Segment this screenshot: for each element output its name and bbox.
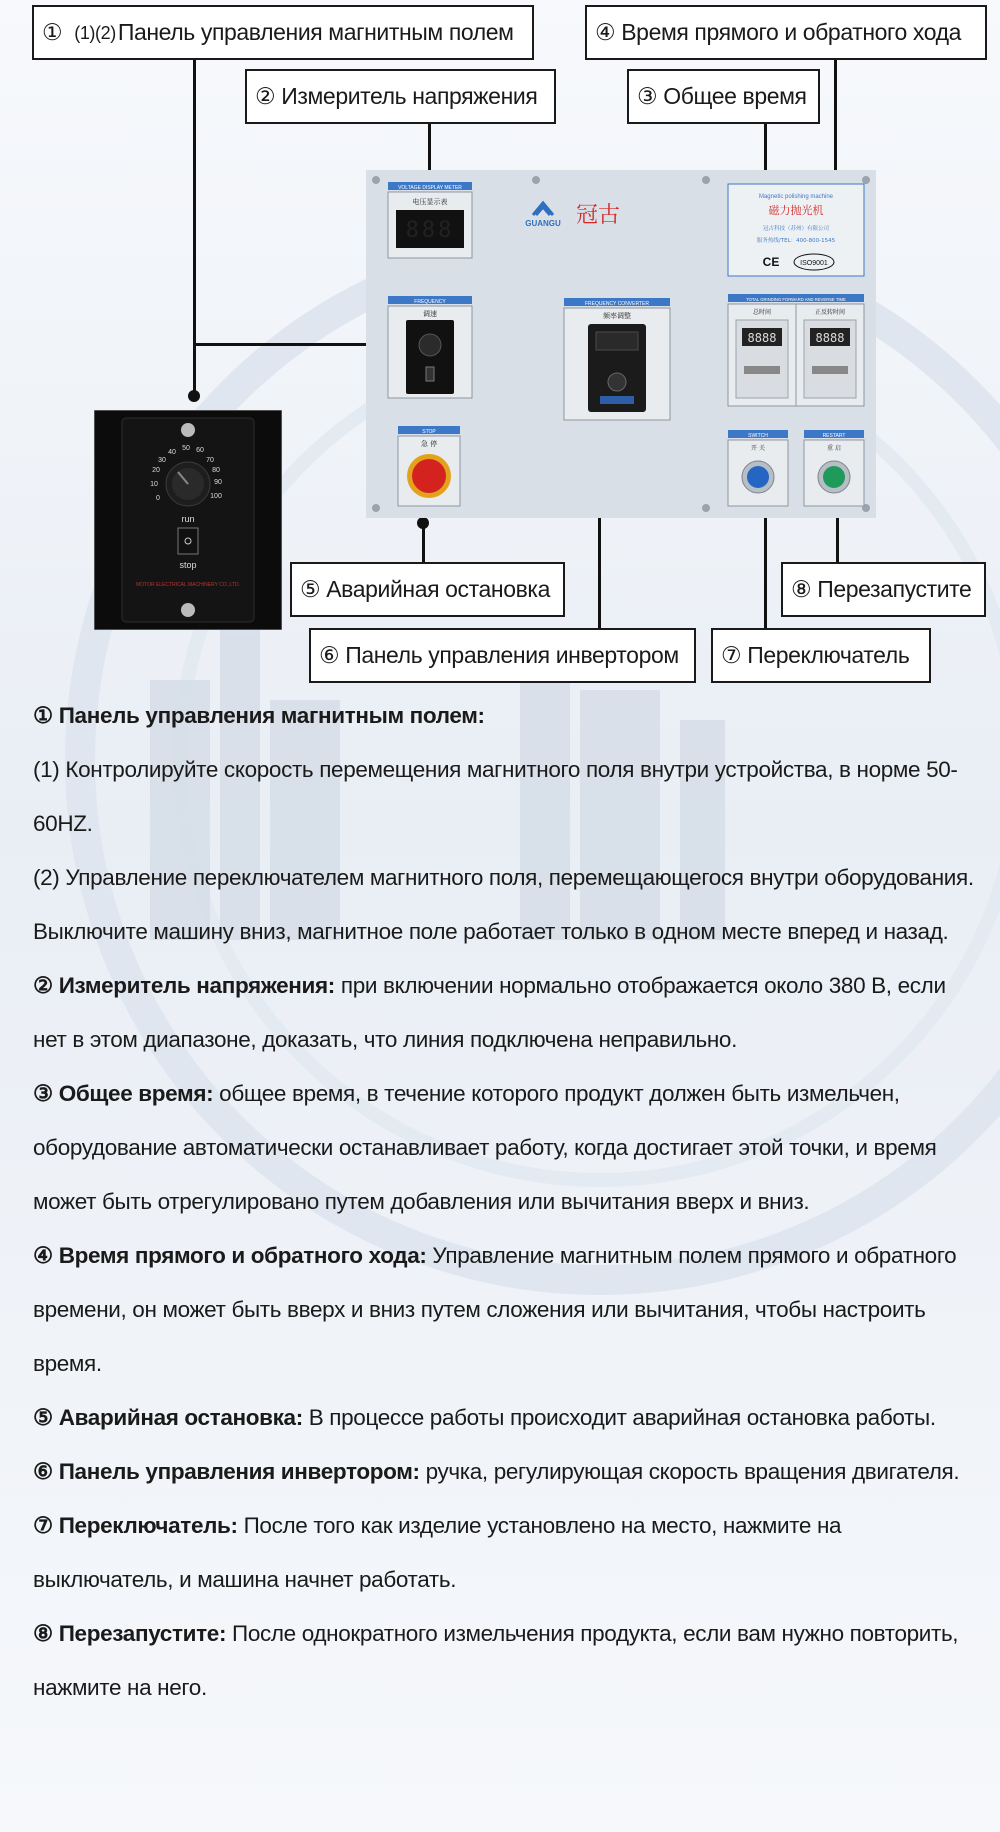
control-panel-photo: [366, 170, 876, 518]
callout-magnetic-panel: [32, 5, 534, 60]
desc-1-para-2: (2) Управление переключателем магнитного поля, перемещающегося внутри оборудования. Выключите машину вниз, магнитное поле работает только в одном месте вперед и назад.: [33, 865, 974, 944]
inverter-caption: 频率调整: [603, 312, 631, 320]
stop-header: STOP: [422, 429, 436, 435]
switch-header: SWITCH: [748, 433, 768, 439]
callout-8-num: ⑧: [791, 576, 812, 602]
callout-3-num: ③: [637, 83, 658, 109]
brand-cn: 冠古: [575, 203, 621, 228]
desc-3: ③ Общее время: общее время, в течение которого продукт должен быть измельчен, оборудование автоматически останавливает работу, когда достигает этой точки, и время может быть отрегулировано путем добавления или вычитания вверх и вниз.: [33, 1081, 937, 1214]
callout-6-num: ⑥: [319, 642, 340, 668]
ce-mark: CE: [762, 255, 780, 269]
switch-caption: 开 关: [751, 445, 765, 452]
callout-4-label: Время прямого и обратного хода: [621, 19, 962, 45]
callout-total-time: [627, 69, 820, 124]
callout-4-num: ④: [595, 19, 616, 45]
timer2-digits: 8888: [815, 331, 845, 345]
callout-1-sub: (1)(2): [74, 22, 116, 43]
scale-0: 0: [156, 495, 160, 502]
connector-line-5: [422, 523, 425, 564]
nameplate-company: 冠古科技（苏州）有限公司: [762, 226, 830, 232]
callout-restart: [781, 562, 986, 617]
brand-en: GUANGU: [525, 219, 561, 228]
callout-7-num: ⑦: [721, 642, 742, 668]
timer1-caption: 总时间: [752, 309, 772, 316]
nameplate-tel: 服务热线/TEL：400-800-1545: [756, 238, 836, 244]
scale-30: 30: [158, 457, 166, 464]
desc-1-para-1: (1) Контролируйте скорость перемещения магнитного поля внутри устройства, в норме 50-60HZ.: [33, 757, 958, 836]
stop-caption: 急 停: [420, 440, 438, 448]
callout-1-num: ①: [42, 19, 63, 45]
stop-label: stop: [179, 560, 197, 570]
timer1-digits: 8888: [747, 331, 777, 345]
desc-4: ④ Время прямого и обратного хода: Управление магнитным полем прямого и обратного времени, он может быть вверх и вниз путем сложения или вычитания, чтобы настроить время.: [33, 1243, 957, 1376]
callout-2-label: Измеритель напряжения: [281, 83, 538, 109]
timer2-caption: 正反转时间: [814, 309, 846, 316]
callout-1-label: Панель управления магнитным полем: [117, 19, 514, 45]
scale-10: 10: [150, 481, 158, 488]
frequency-caption: 调速: [423, 310, 437, 318]
desc-7: ⑦ Переключатель: После того как изделие установлено на место, нажмите на выключатель, и машина начнет работать.: [33, 1513, 842, 1592]
scale-40: 40: [168, 449, 176, 456]
scale-70: 70: [206, 457, 214, 464]
brand-label: MOTOR ELECTRICAL MACHINERY CO.,LTD.: [136, 582, 240, 588]
connector-dot-1b: [188, 390, 200, 402]
callout-voltage-meter: [245, 69, 556, 124]
callout-forward-reverse: [585, 5, 987, 60]
timer-header: TOTAL GRINDING FORWARD AND REVERSE TIME: [746, 297, 846, 302]
callout-3-label: Общее время: [663, 83, 807, 109]
callout-5-label: Аварийная остановка: [326, 576, 550, 602]
voltage-caption: 电压显示表: [412, 198, 448, 206]
callout-5-num: ⑤: [300, 576, 321, 602]
scale-90: 90: [214, 479, 222, 486]
connector-line-1h: [193, 343, 383, 346]
callout-inverter-panel: [309, 628, 696, 683]
scale-50: 50: [182, 445, 190, 452]
scale-20: 20: [152, 467, 160, 474]
run-label: run: [181, 514, 195, 524]
voltage-header: VOLTAGE DISPLAY METER: [398, 185, 462, 191]
desc-8: ⑧ Перезапустите: После однократного измельчения продукта, если вам нужно повторить, нажмите на него.: [33, 1621, 959, 1700]
desc-1-title: ① Панель управления магнитным полем:: [33, 703, 485, 728]
connector-line-7: [764, 506, 767, 630]
connector-dot-5: [417, 517, 429, 529]
nameplate-en: Magnetic polishing machine: [758, 194, 834, 200]
speed-knob-photo: [94, 410, 282, 630]
voltage-digits: 888: [405, 218, 455, 243]
scale-100: 100: [210, 493, 222, 500]
restart-header: RESTART: [822, 433, 846, 439]
desc-6: ⑥ Панель управления инвертором: ручка, регулирующая скорость вращения двигателя.: [33, 1459, 960, 1484]
desc-5: ⑤ Аварийная остановка: В процессе работы происходит аварийная остановка работы.: [33, 1405, 936, 1430]
scale-80: 80: [212, 467, 220, 474]
frequency-header: FREQUENCY: [414, 299, 446, 305]
callout-switch: [711, 628, 931, 683]
callout-2-num: ②: [255, 83, 276, 109]
restart-caption: 重 启: [827, 445, 841, 452]
iso-mark: ISO9001: [800, 260, 828, 267]
desc-2: ② Измеритель напряжения: при включении нормально отображается около 380 В, если нет в этом диапазоне, доказать, что линия подключена неправильно.: [33, 973, 946, 1052]
callout-8-label: Перезапустите: [817, 576, 972, 602]
callout-6-label: Панель управления инвертором: [345, 642, 679, 668]
callout-7-label: Переключатель: [747, 642, 910, 668]
description-text: [33, 689, 983, 1715]
scale-60: 60: [196, 447, 204, 454]
callout-emergency-stop: [290, 562, 565, 617]
inverter-header: FREQUENCY CONVERTER: [585, 301, 649, 307]
nameplate-cn: 磁力抛光机: [768, 204, 824, 217]
